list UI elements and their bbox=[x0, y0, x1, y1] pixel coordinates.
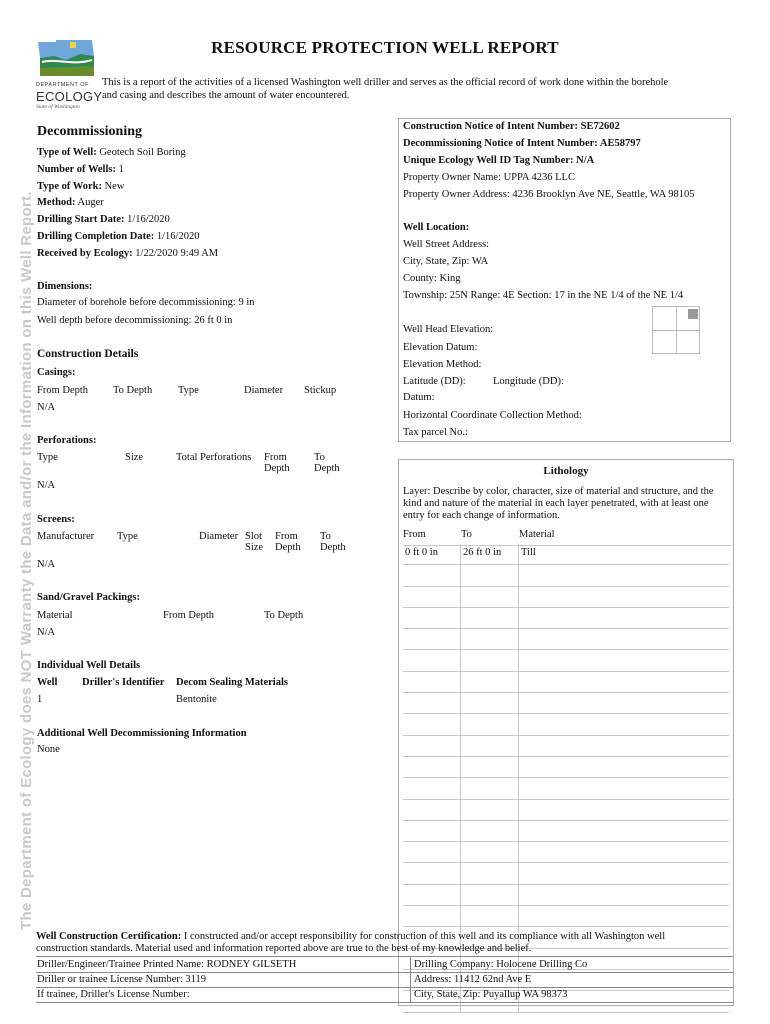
decom-field-label: Type of Well: bbox=[37, 147, 97, 158]
decom-field-label: Method: bbox=[37, 197, 76, 208]
lith-cell-to bbox=[461, 736, 519, 756]
printed-name: Driller/Engineer/Trainee Printed Name: RODNEY GILSETH bbox=[37, 959, 297, 970]
lith-cell-to bbox=[461, 629, 519, 649]
lithology-heading: Lithology bbox=[543, 465, 589, 477]
logo-dept-text: DEPARTMENT OF bbox=[36, 82, 89, 88]
lith-cell-material bbox=[519, 714, 729, 734]
lith-cell-from bbox=[403, 885, 461, 905]
perforations-heading: Perforations: bbox=[37, 435, 97, 446]
construction-heading: Construction Details bbox=[37, 348, 139, 360]
decom-field bbox=[37, 147, 186, 158]
construction-notice-label: Construction Notice of Intent Number: bbox=[403, 121, 578, 132]
lith-cell-to bbox=[461, 693, 519, 713]
decom-field-label: Drilling Start Date: bbox=[37, 214, 125, 225]
table-row bbox=[403, 714, 729, 735]
screens-col-from: From bbox=[275, 531, 298, 542]
township-range: Township: 25N Range: 4E Section: 17 in the NE 1/4 of the NE 1/4 bbox=[403, 290, 684, 301]
lith-cell-to bbox=[461, 757, 519, 777]
screens-col-type: Type bbox=[117, 531, 138, 542]
screens-heading: Screens: bbox=[37, 514, 75, 525]
elevation-datum: Elevation Datum: bbox=[403, 342, 478, 353]
screens-col-slot: Slot bbox=[245, 531, 262, 542]
casings-col-type: Type bbox=[178, 385, 199, 396]
packings-value: N/A bbox=[37, 627, 56, 638]
lith-cell-material bbox=[519, 693, 729, 713]
decom-field-value: Geotech Soil Boring bbox=[96, 147, 186, 158]
decom-field bbox=[37, 197, 104, 208]
cert-divider-top bbox=[36, 956, 733, 957]
lith-cell-material bbox=[519, 587, 729, 607]
table-row bbox=[403, 842, 729, 863]
construction-notice bbox=[403, 121, 620, 132]
elevation-method: Elevation Method: bbox=[403, 359, 482, 370]
lith-cell-material: Till bbox=[521, 547, 536, 558]
lith-cell-to bbox=[461, 672, 519, 692]
lith-col-from: From bbox=[403, 529, 426, 540]
intro-line-1: This is a report of the activities of a licensed Washington well driller and serves as the official record of work done within the borehole bbox=[102, 77, 669, 88]
page-title: RESOURCE PROTECTION WELL REPORT bbox=[211, 38, 559, 57]
lith-cell-from bbox=[403, 608, 461, 628]
lith-cell-to bbox=[461, 778, 519, 798]
lith-cell-from: 0 ft 0 in bbox=[403, 544, 461, 564]
perf-col-from-depth: Depth bbox=[264, 463, 290, 474]
lith-cell-to: 26 ft 0 in bbox=[461, 544, 519, 564]
owner-name: Property Owner Name: UPPA 4236 LLC bbox=[403, 172, 575, 183]
individual-col-identifier: Driller's Identifier bbox=[82, 677, 165, 688]
license-number: Driller or trainee License Number: 3119 bbox=[37, 974, 207, 985]
individual-col-well: Well bbox=[37, 677, 58, 688]
individual-material-value: Bentonite bbox=[176, 694, 217, 705]
ecology-logo bbox=[36, 38, 103, 118]
lith-cell-to bbox=[461, 587, 519, 607]
lith-cell-material bbox=[519, 906, 729, 926]
lith-cell-material bbox=[519, 885, 729, 905]
lith-cell-from bbox=[403, 693, 461, 713]
lith-col-to: To bbox=[461, 529, 472, 540]
well-tag bbox=[403, 155, 594, 166]
lith-cell-to bbox=[461, 842, 519, 862]
decom-field-value: 1/22/2020 9:49 AM bbox=[132, 248, 219, 259]
lith-cell-from bbox=[403, 757, 461, 777]
table-row bbox=[403, 821, 729, 842]
lith-cell-from bbox=[403, 800, 461, 820]
casings-col-diameter: Diameter bbox=[244, 385, 284, 396]
table-row bbox=[403, 650, 729, 671]
lith-cell-material bbox=[519, 863, 729, 883]
lith-cell-material bbox=[519, 736, 729, 756]
individual-heading: Individual Well Details bbox=[37, 660, 141, 671]
cert-divider-1 bbox=[36, 972, 733, 973]
certification bbox=[36, 931, 736, 955]
table-row bbox=[403, 906, 729, 927]
lith-cell-to bbox=[461, 800, 519, 820]
lith-cell-from bbox=[403, 629, 461, 649]
decom-field-value: 1/16/2020 bbox=[154, 231, 200, 242]
decom-field bbox=[37, 181, 124, 192]
decom-field bbox=[37, 231, 199, 242]
decom-field bbox=[37, 164, 124, 175]
lith-cell-material bbox=[519, 650, 729, 670]
lith-cell-to bbox=[461, 863, 519, 883]
lith-cell-to bbox=[461, 821, 519, 841]
casings-value: N/A bbox=[37, 402, 56, 413]
lith-cell-from bbox=[403, 778, 461, 798]
certification-line-2: construction standards. Material used and information reported above are true to the best of my knowledge and belief. bbox=[36, 943, 532, 954]
lith-col-material: Material bbox=[519, 529, 555, 540]
casings-col-stickup: Stickup bbox=[304, 385, 337, 396]
construction-notice-value: SE72602 bbox=[577, 121, 620, 132]
table-row bbox=[403, 693, 729, 714]
lith-cell-to bbox=[461, 906, 519, 926]
owner-address: Property Owner Address: 4236 Brooklyn Ave NE, Seattle, WA 98105 bbox=[403, 189, 695, 200]
borehole-diameter: Diameter of borehole before decommissioning: 9 in bbox=[37, 297, 255, 308]
lith-cell-material bbox=[519, 672, 729, 692]
screens-col-to-depth: Depth bbox=[320, 542, 346, 553]
table-row bbox=[403, 863, 729, 884]
tax-parcel: Tax parcel No.: bbox=[403, 427, 468, 438]
perf-col-to: To bbox=[314, 452, 325, 463]
location-heading: Well Location: bbox=[403, 222, 470, 233]
decom-field-value: 1/16/2020 bbox=[124, 214, 170, 225]
well-tag-label: Unique Ecology Well ID Tag Number: bbox=[403, 155, 574, 166]
drilling-company: Drilling Company: Holocene Drilling Co bbox=[414, 959, 588, 970]
lith-cell-from bbox=[403, 842, 461, 862]
well-depth: Well depth before decommissioning: 26 ft 0 in bbox=[37, 315, 233, 326]
individual-col-materials: Decom Sealing Materials bbox=[176, 677, 288, 688]
well-tag-value: N/A bbox=[573, 155, 595, 166]
screens-col-size: Size bbox=[245, 542, 264, 553]
logo-ecology-text: ECOLOGY bbox=[36, 89, 103, 104]
lith-cell-from bbox=[403, 587, 461, 607]
lith-cell-from bbox=[403, 565, 461, 585]
table-row bbox=[403, 565, 729, 586]
lith-cell-material bbox=[519, 565, 729, 585]
decom-field-value: 1 bbox=[115, 164, 124, 175]
horizontal-datum: Datum: bbox=[403, 392, 435, 403]
screens-col-diameter: Diameter bbox=[199, 531, 239, 542]
decom-notice-value: AE58797 bbox=[597, 138, 641, 149]
lith-cell-from bbox=[403, 672, 461, 692]
packings-col-from: From Depth bbox=[163, 610, 215, 621]
intro-text bbox=[102, 77, 722, 102]
screens-col-to: To bbox=[320, 531, 331, 542]
casings-heading: Casings: bbox=[37, 367, 76, 378]
disclaimer-watermark: The Department of Ecology does NOT Warranty the Data and/or the Information on this Well Report. bbox=[18, 191, 35, 930]
lith-cell-to bbox=[461, 565, 519, 585]
ne-quarter-marker bbox=[688, 309, 698, 319]
lith-cell-material bbox=[519, 608, 729, 628]
lith-cell-material bbox=[519, 778, 729, 798]
certification-line-1 bbox=[36, 931, 736, 943]
decom-field bbox=[37, 248, 218, 259]
additional-heading: Additional Well Decommissioning Information bbox=[37, 728, 247, 739]
screens-col-manufacturer: Manufacturer bbox=[37, 531, 95, 542]
perf-col-from: From bbox=[264, 452, 287, 463]
lith-cell-material bbox=[519, 821, 729, 841]
table-row bbox=[403, 885, 729, 906]
lith-cell-from bbox=[403, 863, 461, 883]
lith-cell-to bbox=[461, 714, 519, 734]
logo-state-text: State of Washington bbox=[36, 104, 80, 110]
lith-cell-from bbox=[403, 821, 461, 841]
packings-col-material: Material bbox=[37, 610, 73, 621]
well-head-elevation: Well Head Elevation: bbox=[403, 324, 494, 335]
decom-field-label: Type of Work: bbox=[37, 181, 102, 192]
decom-notice bbox=[403, 138, 641, 149]
section-quarter-grid bbox=[652, 306, 700, 354]
street-address: Well Street Address: bbox=[403, 239, 490, 250]
lith-cell-to bbox=[461, 650, 519, 670]
lithology-box bbox=[398, 459, 734, 1006]
perf-col-to-depth: Depth bbox=[314, 463, 340, 474]
certification-text-1: I constructed and/or accept responsibility for construction of this well and its compliance with all Washington well bbox=[181, 931, 666, 942]
cert-vertical-divider bbox=[410, 956, 411, 1002]
trainee-license: If trainee, Driller's License Number: bbox=[37, 989, 190, 1000]
city-state-zip: City, State, Zip: WA bbox=[403, 256, 489, 267]
lith-cell-to bbox=[461, 885, 519, 905]
perforations-value: N/A bbox=[37, 480, 56, 491]
decom-field-label: Number of Wells: bbox=[37, 164, 116, 175]
lith-cell-material bbox=[519, 757, 729, 777]
decom-field-value: New bbox=[101, 181, 125, 192]
decom-notice-label: Decommissioning Notice of Intent Number: bbox=[403, 138, 598, 149]
casings-col-to: To Depth bbox=[113, 385, 153, 396]
lithology-description: Layer: Describe by color, character, size of material and structure, and the kind and nature of the material in each layer penetrated, with at least one entry for each change of information. bbox=[403, 486, 714, 521]
longitude: Longitude (DD): bbox=[493, 376, 564, 387]
lith-cell-material bbox=[519, 800, 729, 820]
horizontal-method: Horizontal Coordinate Collection Method: bbox=[403, 410, 582, 421]
table-row bbox=[403, 800, 729, 821]
cert-divider-bottom bbox=[36, 1002, 733, 1003]
table-row bbox=[403, 672, 729, 693]
decom-field-label: Received by Ecology: bbox=[37, 248, 133, 259]
dimensions-heading: Dimensions: bbox=[37, 281, 93, 292]
lith-cell-material bbox=[519, 842, 729, 862]
intro-line-2: and casing and describes the amount of water encountered. bbox=[102, 89, 350, 101]
lith-cell-to bbox=[461, 608, 519, 628]
lith-cell-material bbox=[519, 629, 729, 649]
decom-field-label: Drilling Completion Date: bbox=[37, 231, 155, 242]
perf-col-size: Size bbox=[125, 452, 144, 463]
table-row bbox=[403, 757, 729, 778]
company-address: Address: 11412 62nd Ave E bbox=[414, 974, 532, 985]
table-row bbox=[403, 629, 729, 650]
decom-field bbox=[37, 214, 170, 225]
individual-well-value: 1 bbox=[37, 694, 43, 705]
casings-col-from: From Depth bbox=[37, 385, 89, 396]
perf-col-total: Total Perforations bbox=[176, 452, 252, 463]
lith-cell-from bbox=[403, 650, 461, 670]
table-row bbox=[403, 736, 729, 757]
screens-col-from-depth: Depth bbox=[275, 542, 301, 553]
table-row bbox=[403, 587, 729, 608]
table-row bbox=[403, 544, 729, 565]
table-row bbox=[403, 778, 729, 799]
additional-value: None bbox=[37, 744, 60, 755]
lith-cell-from bbox=[403, 714, 461, 734]
certification-label: Well Construction Certification: bbox=[36, 931, 182, 942]
table-row bbox=[403, 608, 729, 629]
county: County: King bbox=[403, 273, 461, 284]
cert-divider-2 bbox=[36, 987, 733, 988]
company-city: City, State, Zip: Puyallup WA 98373 bbox=[414, 989, 568, 1000]
packings-col-to: To Depth bbox=[264, 610, 304, 621]
screens-value: N/A bbox=[37, 559, 56, 570]
decommissioning-heading: Decommissioning bbox=[37, 124, 142, 139]
packings-heading: Sand/Gravel Packings: bbox=[37, 592, 140, 603]
decom-field-value: Auger bbox=[75, 197, 104, 208]
lith-cell-from bbox=[403, 736, 461, 756]
latitude: Latitude (DD): bbox=[403, 376, 466, 387]
lith-cell-from bbox=[403, 906, 461, 926]
perf-col-type: Type bbox=[37, 452, 58, 463]
